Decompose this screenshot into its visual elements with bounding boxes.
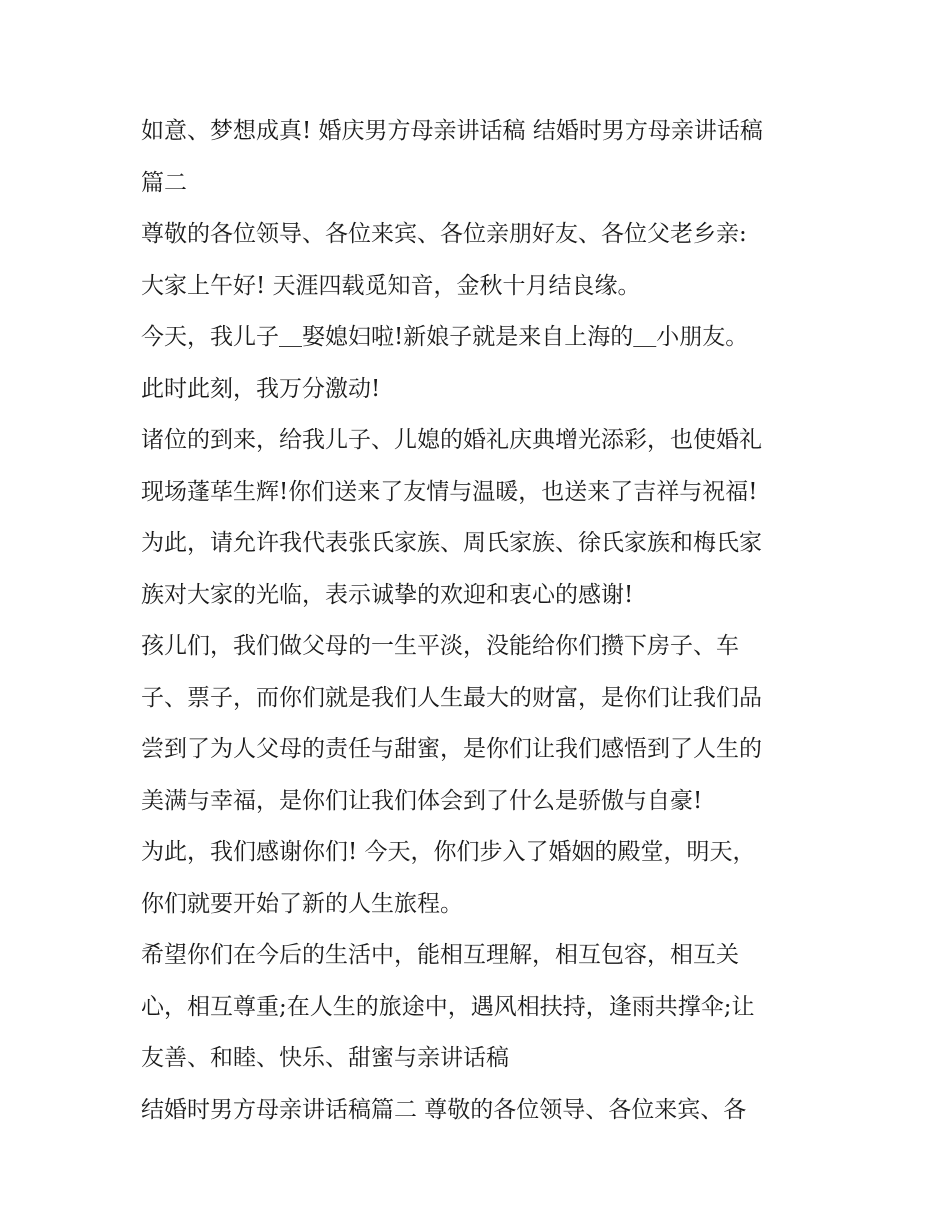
text-line: 尝到了为人父母的责任与甜蜜，是你们让我们感悟到了人生的 [141, 736, 762, 762]
text-line: 此时此刻，我万分激动! [141, 375, 381, 402]
text-line: 你们就要开始了新的人生旅程。 [141, 890, 463, 917]
text-line: 美满与幸福，是你们让我们体会到了什么是骄傲与自豪! [141, 787, 703, 814]
text-line: 尊敬的各位领导、各位来宾、各位亲朋好友、各位父老乡亲: [141, 221, 747, 247]
text-line: 大家上午好! 天涯四载觅知音，金秋十月结良缘。 [141, 272, 641, 299]
document-body [141, 106, 821, 1136]
text-line: 孩儿们，我们做父母的一生平淡，没能给你们攒下房子、车 [141, 633, 739, 659]
text-line: 诸位的到来，给我儿子、儿媳的婚礼庆典增光添彩，也使婚礼 [141, 427, 762, 453]
text-line: 今天，我儿子＿娶媳妇啦!新娘子就是来自上海的＿小朋友。 [141, 324, 749, 350]
text-line: 结婚时男方母亲讲话稿篇二 尊敬的各位领导、各位来宾、各 [141, 1096, 747, 1123]
text-line: 族对大家的光临，表示诚挚的欢迎和衷心的感谢! [141, 581, 634, 608]
text-line: 如意、梦想成真! 婚庆男方母亲讲话稿 结婚时男方母亲讲话稿 [141, 118, 763, 144]
text-line: 心，相互尊重;在人生的旅途中，遇风相扶持，逢雨共撑伞;让 [141, 993, 755, 1020]
text-line: 为此，请允许我代表张氏家族、周氏家族、徐氏家族和梅氏家 [141, 530, 762, 556]
text-line: 希望你们在今后的生活中，能相互理解，相互包容，相互关 [141, 942, 739, 968]
text-line: 篇二 [141, 169, 187, 196]
text-line: 现场蓬荜生辉!你们送来了友情与温暖，也送来了吉祥与祝福! [141, 478, 758, 505]
text-line: 为此，我们感谢你们! 今天，你们步入了婚姻的殿堂，明天， [141, 839, 756, 865]
text-line: 友善、和睦、快乐、甜蜜与亲讲话稿 [141, 1045, 509, 1071]
text-line: 子、票子，而你们就是我们人生最大的财富，是你们让我们品 [141, 684, 762, 711]
